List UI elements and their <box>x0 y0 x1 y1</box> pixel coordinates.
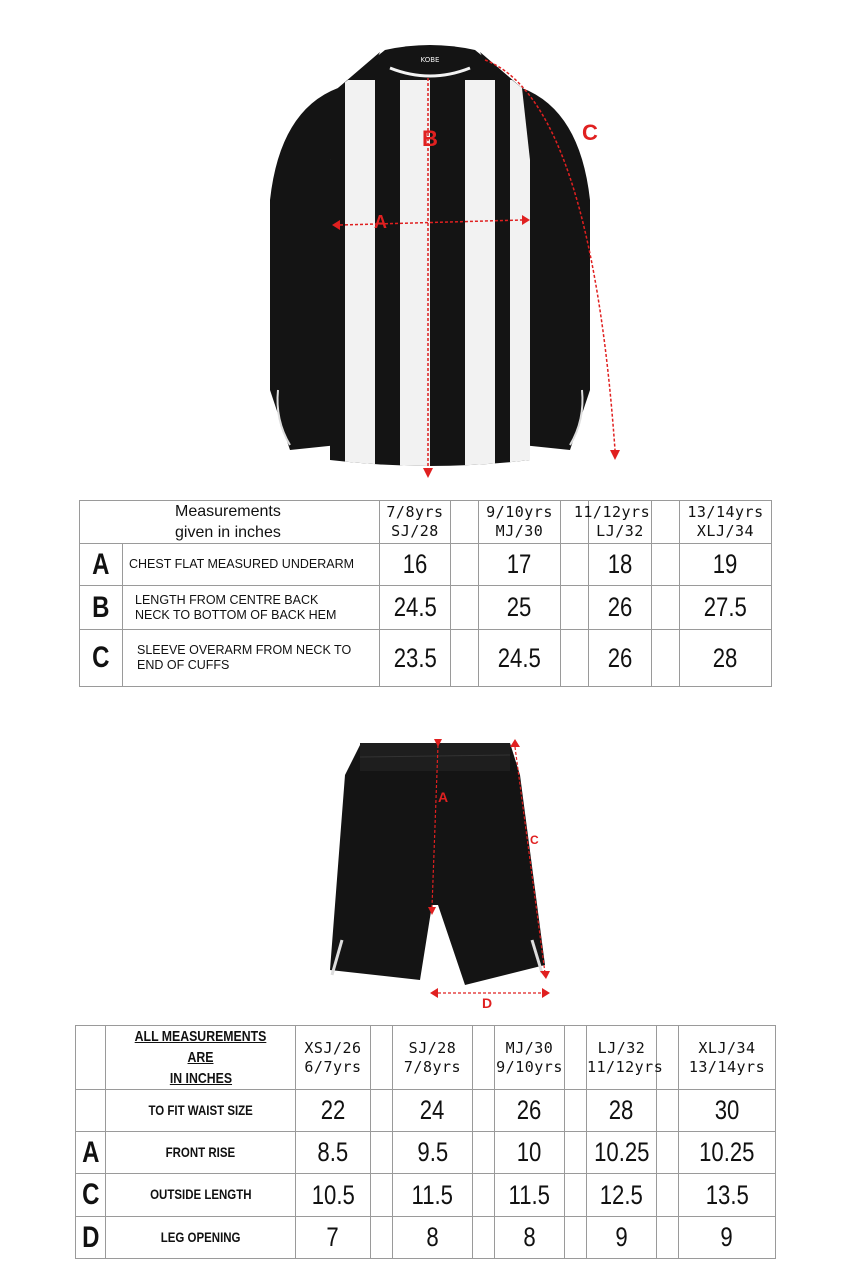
size-age: 11/12yrs <box>573 503 651 521</box>
shirt-header-line1: Measurements <box>175 503 281 520</box>
value-cell: 12.5 <box>599 1179 644 1210</box>
dimension-label-b: B <box>422 126 438 151</box>
dimension-label-d: D <box>482 995 493 1011</box>
row-description-line: CHEST FLAT MEASURED UNDERARM <box>129 557 355 571</box>
shorts-illustration <box>320 735 580 1015</box>
dimension-label-a: A <box>438 789 449 805</box>
row-letter: A <box>81 1135 100 1169</box>
value-cell: 24.5 <box>393 592 437 622</box>
value-cell: 9 <box>720 1222 734 1252</box>
value-cell: 10.5 <box>311 1179 355 1210</box>
size-header-xsj <box>296 1026 371 1090</box>
value-cell: 26 <box>607 642 633 673</box>
size-header-9-10 <box>479 501 561 544</box>
shorts-header-line1: ALL MEASUREMENTS ARE <box>134 1028 267 1066</box>
value-cell: 19 <box>713 549 738 579</box>
value-cell: 11.5 <box>411 1179 454 1210</box>
size-code: XLJ/34 <box>698 1038 756 1057</box>
shorts-row-a <box>76 1132 776 1174</box>
size-code: XLJ/34 <box>696 522 755 540</box>
size-code: SJ/28 <box>408 1038 457 1057</box>
value-cell: 9.5 <box>417 1137 448 1167</box>
row-description-line: LENGTH FROM CENTRE BACK <box>135 592 319 607</box>
value-cell: 30 <box>714 1095 740 1125</box>
shirt-header-cell <box>80 501 380 544</box>
size-code: XSJ/26 <box>304 1038 362 1057</box>
value-cell: 10 <box>517 1137 542 1167</box>
shorts-body <box>330 743 545 985</box>
shirt-row-c <box>80 630 772 687</box>
dimension-label-c: C <box>530 833 539 847</box>
value-cell: 26 <box>607 592 633 622</box>
value-cell: 27.5 <box>703 592 748 622</box>
size-age: 7/8yrs <box>386 503 444 521</box>
row-letter: D <box>81 1220 100 1254</box>
size-header-xlj <box>679 1026 776 1090</box>
size-code: MJ/30 <box>495 522 544 540</box>
shirt-header-row <box>80 501 772 544</box>
value-cell: 18 <box>607 549 633 579</box>
dimension-label-c: C <box>582 120 598 145</box>
size-code: LJ/32 <box>597 1038 646 1057</box>
value-cell: 8 <box>426 1222 439 1252</box>
row-description <box>123 586 380 630</box>
dimension-label-a: A <box>374 212 387 232</box>
size-age: 9/10yrs <box>496 1057 563 1076</box>
value-cell: 13.5 <box>705 1179 749 1210</box>
size-header-mj <box>495 1026 565 1090</box>
shorts-row-d <box>76 1217 776 1259</box>
value-cell: 24 <box>420 1095 445 1125</box>
row-description-line: SLEEVE OVERARM FROM NECK TO <box>137 643 352 657</box>
size-code: MJ/30 <box>505 1038 554 1057</box>
value-cell: 28 <box>609 1095 634 1125</box>
size-age: 9/10yrs <box>486 503 553 521</box>
shorts-size-table <box>75 1025 776 1259</box>
value-cell: 24.5 <box>497 642 542 673</box>
value-cell: 10.25 <box>699 1137 755 1167</box>
size-header-lj <box>587 1026 664 1090</box>
shorts-header-row <box>76 1026 776 1090</box>
size-age: 11/12yrs <box>587 1057 664 1076</box>
value-cell: 10.25 <box>593 1137 650 1167</box>
shorts-header-line2: IN INCHES <box>169 1070 232 1087</box>
value-cell: 26 <box>517 1095 542 1125</box>
size-code: LJ/32 <box>596 522 644 540</box>
value-cell: 8 <box>523 1222 536 1252</box>
value-cell: 8.5 <box>317 1137 349 1167</box>
shirt-illustration <box>230 40 630 480</box>
shirt-drawing <box>230 40 630 480</box>
row-description-line: NECK TO BOTTOM OF BACK HEM <box>135 607 337 622</box>
shorts-row-waist <box>76 1090 776 1132</box>
value-cell: 17 <box>507 549 532 579</box>
size-header-sj <box>393 1026 473 1090</box>
row-letter: A <box>92 547 110 581</box>
shorts-header-cell <box>106 1026 296 1090</box>
value-cell: 28 <box>713 642 738 673</box>
value-cell: 22 <box>320 1095 346 1125</box>
value-cell: 9 <box>615 1222 628 1252</box>
row-description: LEG OPENING <box>160 1228 241 1245</box>
shirt-header-line2: given in inches <box>175 524 281 541</box>
row-letter: C <box>81 1178 100 1211</box>
shirt-size-table <box>79 500 772 687</box>
shorts-drawing <box>320 735 580 1015</box>
row-letter: C <box>92 641 110 674</box>
row-description <box>123 630 380 687</box>
size-age: 13/14yrs <box>687 503 764 521</box>
size-age: 13/14yrs <box>688 1057 766 1076</box>
value-cell: 11.5 <box>508 1179 551 1210</box>
value-cell: 16 <box>402 549 428 579</box>
size-age: 6/7yrs <box>304 1057 362 1076</box>
row-description: OUTSIDE LENGTH <box>149 1186 252 1202</box>
value-cell: 25 <box>507 592 532 622</box>
row-letter: B <box>92 590 110 624</box>
row-description: FRONT RISE <box>165 1143 236 1160</box>
row-description <box>123 544 380 586</box>
value-cell: 23.5 <box>393 642 437 673</box>
row-description: TO FIT WAIST SIZE <box>148 1101 253 1118</box>
size-age: 7/8yrs <box>403 1057 462 1076</box>
value-cell: 7 <box>326 1222 340 1252</box>
row-description-line: END OF CUFFS <box>137 658 230 672</box>
shorts-row-c <box>76 1174 776 1217</box>
shirt-row-a <box>80 544 772 586</box>
size-header-13-14 <box>680 501 772 544</box>
shirt-row-b <box>80 586 772 630</box>
brand-logo: KOBE <box>420 56 440 64</box>
size-code: SJ/28 <box>391 522 439 540</box>
size-header-11-12 <box>573 501 652 544</box>
size-header-7-8 <box>380 501 451 544</box>
